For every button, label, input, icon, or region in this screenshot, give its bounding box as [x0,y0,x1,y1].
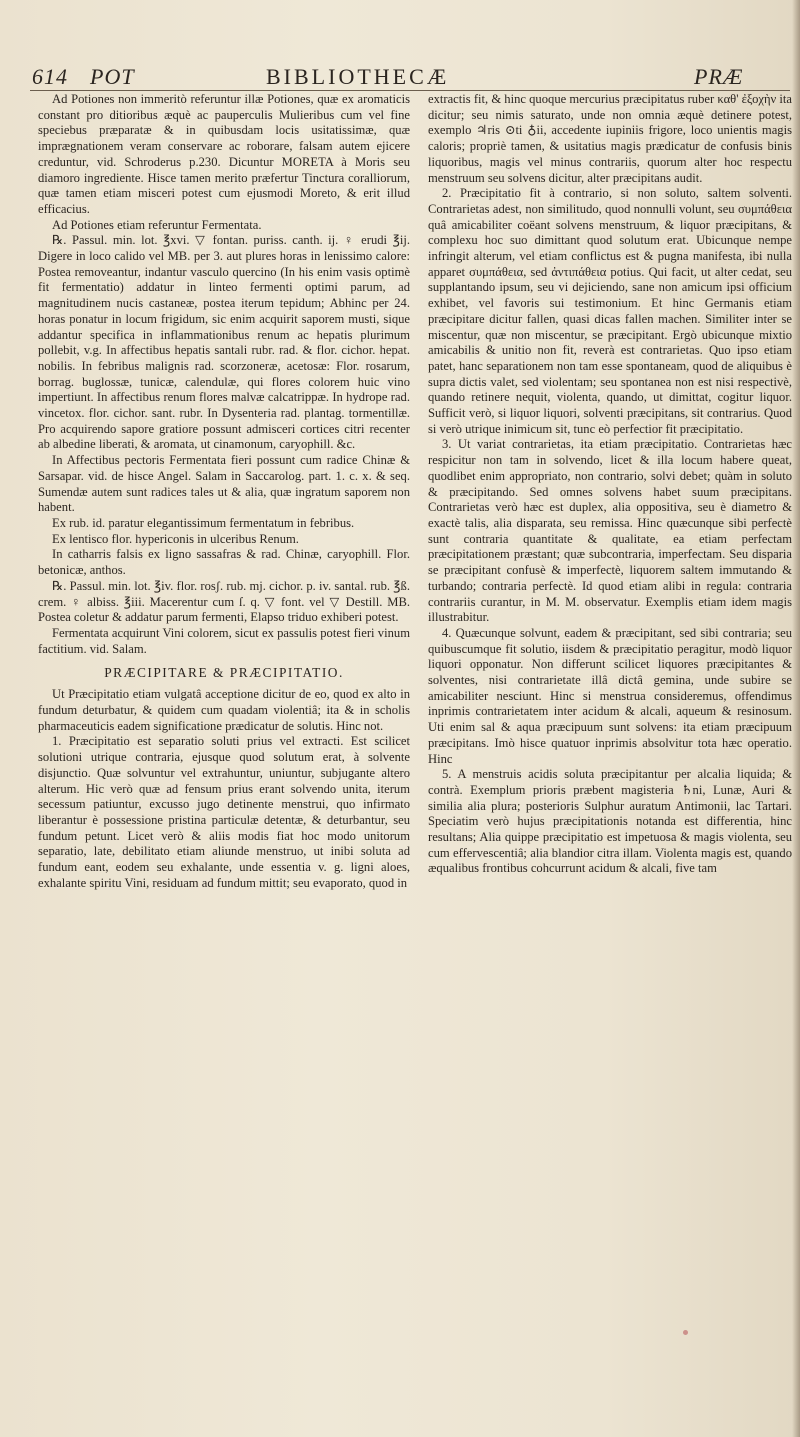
numbered-paragraph: 2. Præcipitatio fit à contrario, si non soluto, saltem solventi. Contrarietas adest, non similitudo, quod nonnulli volunt, seu συμπάθεια quâ amicabiliter coëant solvens menstruum, & liquor præcipitans, & complexu hoc suo dimittant quod solutum erat. Ubicunque nempe infringit alterum, vel etiam conflictus est & pugna manifesta, ibi nulla apparet συμπάθεια, sed ἀντιπάθεια potius. Qui facit, ut alter cedat, seu supplantando ipsum, seu vi dejiciendo, sane non amicum ipsi officium exhibet, vel favoris sui testimonium. Et hinc Germanis etiam præcipitare dicitur fallen, quasi dicas fallen machen. Similiter inter se miscentur, quæ non miscentur, se præcipitant. Ergò ubicunque mixtio amicabilis & unitio non fit, reverà est contrarietas. Quo ipso etiam patet, hanc separationem non tam esse spontaneam, quod de aliquibus è supra dictis valet, sed violentam; seu spontanea non est nisi respectivè, quando retinere nequit, violenta, quando, ut dimittat, cogitur liquor. Sufficit verò, si liquor liquori, solventi præcipitans, sit contrarius. Quod si verò utrique inimicum sit, tunc eò perfectior fit præcipitatio. [428,186,792,436]
paragraph: extractis fit, & hinc quoque mercurius præcipitatus ruber καθ' ἐξοχὴν ita dicitur; seu nimis saturato, unde non omnia æquè detinere potest, exemplo ♃ris ⊙ti ♁ii, accedente iupiniis frigore, loco unientis magis caloris; propriè tamen, & usitatius magis prædicatur de confusis binis liquoribus, magis vel minus contrariis, quorum alter hoc respectu menstruum seu solvens dicitur, alter præcipitans audit. [428,92,792,185]
paragraph: Fermentata acquirunt Vini colorem, sicut ex passulis potest fieri vinum factitium. vid. Salam. [38,625,410,656]
left-column [38,92,410,891]
paragraph: In catharris falsis ex ligno sassafras & rad. Chinæ, caryophill. Flor. betonicæ, anthos. [38,547,410,578]
header-title: BIBLIOTHECÆ [266,64,450,89]
paragraph: Ex rub. id. paratur elegantissimum fermentatum in febribus. [52,515,355,530]
numbered-paragraph: 1. Præcipitatio est separatio soluti prius vel extracti. Est scilicet solutioni utrique contraria, ejusque quod solutum erat, à solvente disjunctio. Quæ solvuntur vel extrahuntur, uniuntur, subjugante altero alterum. Hic verò quæ ad fensum prius erant solvendo unita, iterum secessum patiuntur, excusso jugo detinente menstrui, quo infirmato liberantur è possessione pristina particulæ detentæ, & deturbantur, seu fundum petunt. Licet verò & aliis modis fiat hoc modo unitorum separatio, late, debilitato etiam aliunde menstruo, ut inibi soluta ad fundum eant, eodem seu exhalante, unde essentia v. g. ligni aloes, exhalante spiritu Vini, residuam ad fundum mittit; seu evaporato, quod in [38,734,410,890]
numbered-paragraph: 3. Ut variat contrarietas, ita etiam præcipitatio. Contrarietas hæc respicitur non tam in solvendo, licet & illa locum habere queat, quodlibet enim appropriato, non contrario, solvi debet; quàm in soluto & præcipitando. Sed omnes solvens habet suum præcipitans. Contrarietas verò hæc est duplex, alia oppositiva, seu è diametro & exactè talis, alia disparata, seu remissa. Hinc quæcunque sibi perfectè sunt contraria quantitate & qualitate, ea etiam perfectam præcipitationem præstant; quæ subcontraria, imperfectam. Seu disparia se præcipitant confusè & imperfectè, liquorem saltem immutando & turbando; contraria perfectè. Id quod etiam alibi in regula: contraria contrariis curantur, in M. M. observatur. Exemplis etiam idem magis illustrabitur. [428,437,792,625]
header-rule [30,90,790,91]
paragraph: Ad Potiones non immeritò referuntur illæ Potiones, quæ ex aromaticis constant pro ditioribus æquè ac pauperculis Mulieribus cum vel fine speciebus præparatæ & in quibusdam locis usitatissimæ, quæ imprægnationem veram conservare ac roborare, falsam autem ejicere creduntur, vid. Schroderus p.230. Dicuntur MORETA à Moris seu diamoro ingrediente. Hisce tamen merito præfertur Tinctura coralliorum, quæ tamen etiam misceri potest cum ejusmodi Moreto, & erit illud efficacius. [38,92,410,216]
ink-spot [683,1330,688,1335]
page-number: 614 [32,64,68,89]
paragraph: Ad Potiones etiam referuntur Fermentata. [52,217,262,232]
recipe-paragraph: ℞. Passul. min. lot. ℥xvi. ▽ fontan. puriss. canth. ij. ♀ erudi ℥ij. Digere in loco calido vel MB. per 3. aut plures horas in lenissimo calore: Postea removeantur, indantur vasculo quercino (In his enim vasis optimè fit fermentatio) addatur in linteo fermenti optimi parum, ad magnitudinem nucis castaneæ, postea iterum tepidum; Abhinc per 24. horas ponatur in locum frigidum, sic enim acquirit saporem musti, sique addantur specifica in inflammationibus renum ac hepatis plurimum pollebit, v.g. In affectibus hepatis santali rubr. rad. & flor. cichor. hepat. nobilis. In febribus malignis rad. scorzoneræ, acetosæ: Flor. rosarum, borrag. buglossæ, tunicæ, calendulæ, qui flores colorem huic vino impertiunt. In affectibus renum flores malvæ calcatrippæ. In hydrope rad. vincetox. flor. cichor. sant. rubr. In Dysenteria rad. plantag. tormentillæ. Pro acquirendo sapore gratiore possunt admisceri cortices citri recenter ab albedine liberati, & aromata, ut cinamonum, caryophill. &c. [38,233,410,452]
page-gutter-shadow [792,0,800,1437]
section-heading: PRÆCIPITARE & PRÆCIPITATIO. [104,665,344,681]
numbered-paragraph: 4. Quæcunque solvunt, eadem & præcipitant, sed sibi contraria; seu quibuscumque fit solutio, iisdem & præcipitatio peragitur, modò liquor liquori opponatur. Non differunt scilicet liquores præcipitantes & solventes, nisi contrarietate illâ dictâ gemina, unde subire se amicabiliter nesciunt. Hinc si menstrua consideremus, offendimus inprimis contrarietatem inter acidum & alcali, aqueum & resinosum. Uti enim sal & aqua præcipuum sunt solvens: ita etiam præcipuum præcipitans. Imò hisce quatuor inprimis absolvitur tota hæc operatio. Hinc [428,625,792,766]
right-column [428,92,792,877]
paragraph: Ut Præcipitatio etiam vulgatâ acceptione dicitur de eo, quod ex alto in fundum deturbatur, & quidem cum quadam violentiâ; ita & in scholis pharmaceuticis eadem significatione prædicatur de solutis. Hinc not. [38,687,410,733]
paragraph: Ex lentisco flor. hypericonis in ulceribus Renum. [52,531,299,546]
recipe-paragraph: ℞. Passul. min. lot. ℥iv. flor. rosʃ. rub. mj. cichor. p. iv. santal. rub. ℥ß. crem. ♀ albiss. ℥iii. Macerentur cum ſ. q. ▽ font. vel ▽ Destill. MB. Postea coletur & addatur parum fermenti, Elapso triduo exhiberi potest. [38,578,410,625]
running-header [28,64,788,90]
header-right-keyword: PRÆ [694,64,744,89]
header-left-keyword: POT [90,64,135,89]
numbered-paragraph: 5. A menstruis acidis soluta præcipitantur per alcalia liquida; & contrà. Exemplum prioris præbent magisteria ♄ni, Lunæ, Auri & similia alia plura; posterioris Sulphur auratum Antimonii, lac Tartari. Speciatim verò hujus præcipitationis notanda est differentia, hinc resultans; Alia quippe præcipitatio est impetuosa & magis violenta, seu cum effervescentiâ; alia blandior citra illam. Violenta magis est, quando æqualibus frontibus cohcurrunt acidum & alcali, five tam [428,767,792,876]
paragraph: In Affectibus pectoris Fermentata fieri possunt cum radice Chinæ & Sarsapar. vid. de hisce Angel. Salam in Saccarolog. part. 1. c. x. & seq. Sumendæ autem sunt radices tales ut & alia, quæ ingratum saporem non habent. [38,453,410,515]
